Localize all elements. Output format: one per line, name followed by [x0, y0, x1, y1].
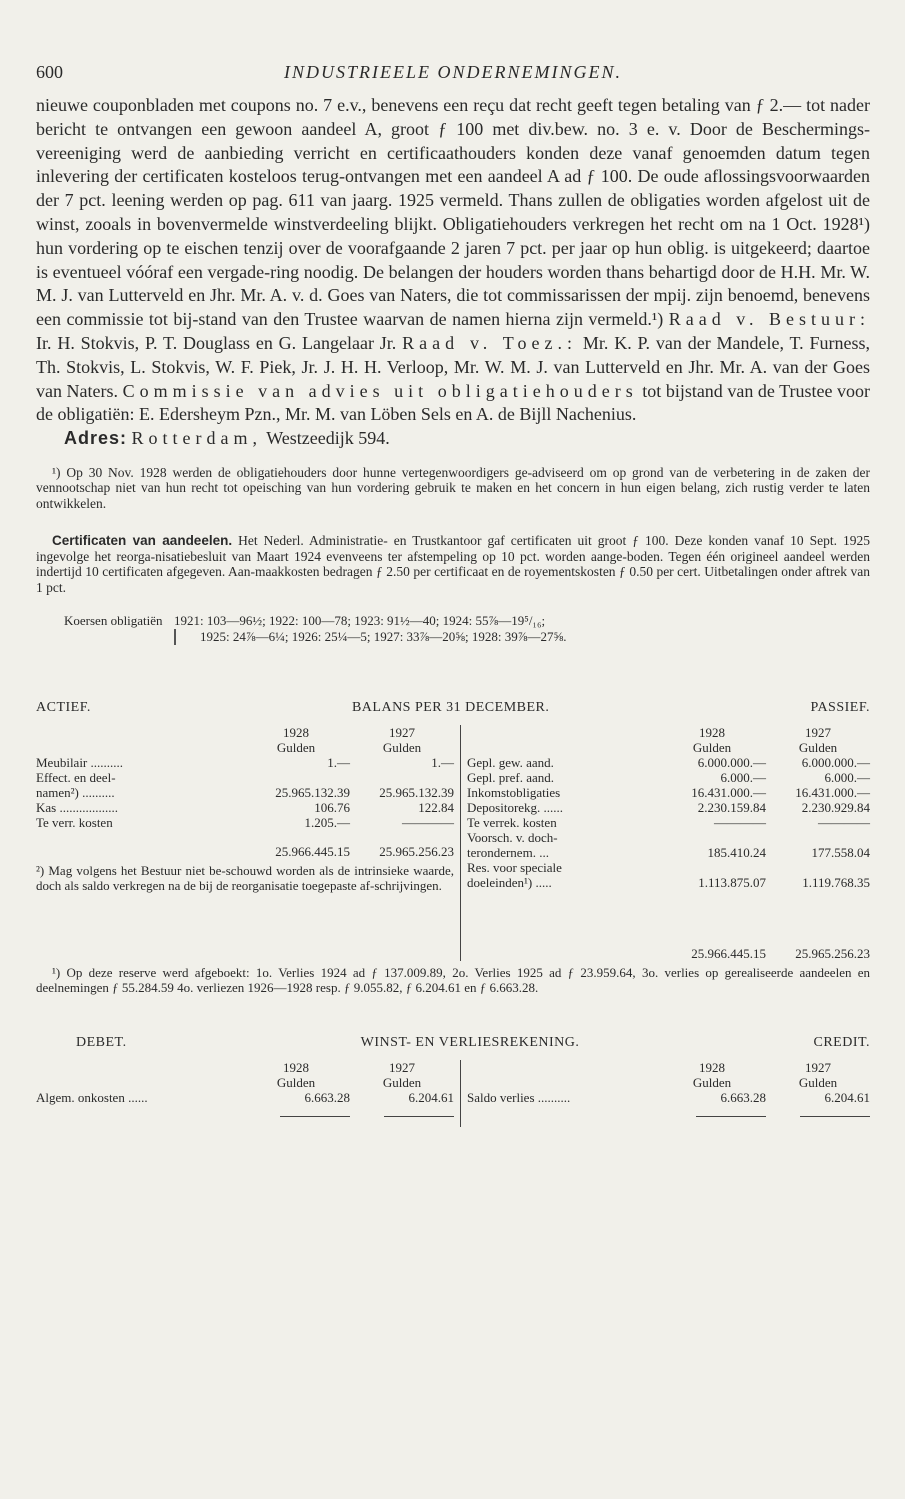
table-row — [467, 785, 870, 800]
row-value-1927: 6.000.000.— — [801, 755, 870, 771]
debet-label: DEBET. — [76, 1035, 127, 1051]
column-header-unit — [36, 1075, 454, 1090]
row-value-1927: 6.204.61 — [408, 1090, 454, 1106]
winst-credit — [461, 1060, 870, 1127]
row-value-1927: 6.204.61 — [824, 1090, 870, 1106]
row-value-1928: 6.000.000.— — [697, 755, 766, 771]
unit: Gulden — [692, 1075, 732, 1091]
row-value-1928: 106.76 — [314, 800, 350, 816]
footnote-1: ¹) Op 30 Nov. 1928 werden de obligatiehouders door hunne vertegenwoordigers ge-adviseerd om op grond van de verbetering in de zaken der vennootschap niet van hun recht tot opeisching van hun vordering gebruik te maken en het concern in hun eigen belang, zich rustig verder te laten ontwikkelen. — [36, 464, 870, 511]
table-row — [36, 785, 454, 800]
row-label: namen²) .......... — [36, 785, 115, 801]
row-label: Gepl. pref. aand. — [467, 770, 554, 786]
passief-label: PASSIEF. — [810, 700, 870, 716]
row-label: Inkomstobligaties — [467, 785, 561, 801]
commissie: tot bijstand van de Trustee voor de obligatiën: E. Edersheym Pzn., Mr. M. van Löben Sels en A. de Bijll Nachenius. — [36, 380, 870, 425]
body-paragraph — [36, 94, 870, 427]
koersen-values — [174, 613, 567, 645]
actief-label: ACTIEF. — [36, 700, 91, 716]
unit: Gulden — [382, 740, 422, 756]
year-1927: 1927 — [805, 725, 831, 741]
certificaten-section — [36, 533, 870, 595]
row-label: Te verrek. kosten — [467, 815, 557, 831]
year-1927: 1927 — [389, 725, 415, 741]
year-1928: 1928 — [699, 1060, 725, 1076]
page — [36, 54, 870, 1127]
paragraph-text: nieuwe couponbladen met coupons no. 7 e.v., benevens een reçu dat recht geeft tegen betaling van ƒ 2.— tot nader bericht te ontvangen een gewoon aandeel A, groot ƒ 100 met div.bew. no. 3 e. v. Door de Beschermings-vereeniging werd de aanbieding verricht en certificaathouders konden deze vanaf genoemden datum tegen inlevering der certificaten kosteloos terug-ontvangen met een aandeel A ad ƒ 100. De oude aflossingsvoorwaarden der 7 pct. leening werden op pag. 611 van jaarg. 1925 vermeld. Thans zullen de obligaties worden afgelost uit de winst, zooals in bovenvermelde winstverdeeling blijkt. Obligatiehouders verkregen het recht om na 1 Oct. 1928¹) hun vordering op te eischen tenzij over de voorafgaande 2 jaren 7 pct. per jaar op hun oblig. is uitgekeerd; daartoe is eventueel vóóraf een vergade-ring noodig. De belangen der houders worden thans behartigd door de H.H. Mr. W. M. J. van Lutterveld en Jhr. Mr. A. v. d. Goes van Naters, die tot commissarissen der mpij. zijn benoemd, benevens een commissie tot bij-stand van den Trustee waarvan de namen hierna zijn vermeld.¹) — [36, 95, 870, 330]
sum-rule — [280, 1116, 350, 1117]
unit: Gulden — [798, 740, 838, 756]
table-row — [467, 815, 870, 830]
row-value-1928: 185.410.24 — [707, 845, 766, 861]
passief-total — [467, 946, 870, 961]
address-label: Adres: — [64, 428, 128, 449]
column-header-unit — [467, 740, 870, 755]
row-label: Depositorekg. ...... — [467, 800, 564, 816]
table-row — [467, 875, 870, 890]
row-value-1928 — [658, 860, 766, 875]
sum-rule — [696, 1116, 766, 1117]
winst-header — [36, 1035, 870, 1050]
row-value-1928 — [242, 770, 350, 785]
row-label: Effect. en deel- — [36, 770, 116, 786]
row-label: terondernem. ... — [467, 845, 549, 861]
commissie-label: Commissie van advies uit obligatiehouders — [122, 380, 638, 401]
sum-rule — [800, 1116, 870, 1117]
column-header-years — [467, 1060, 870, 1075]
page-number: 600 — [36, 62, 63, 82]
balans-footnote: ¹) Op deze reserve werd afgeboekt: 1o. Verlies 1924 ad ƒ 137.009.89, 2o. Verlies 1925 ad ƒ 23.959.64, 3o. verlies op gerealiseerde aandeelen en deelnemingen ƒ 55.284.59 4o. verliezen 1926—1928 resp. ƒ 9.055.82, ƒ 6.204.61 en ƒ 6.663.28. — [36, 965, 870, 996]
unit: Gulden — [276, 740, 316, 756]
row-value-1928: 16.431.000.— — [691, 785, 766, 801]
running-title: INDUSTRIEELE ONDERNEMINGEN. — [284, 62, 622, 82]
row-value-1927: 2.230.929.84 — [801, 800, 870, 816]
table-row — [467, 860, 870, 875]
row-value-1928: 2.230.159.84 — [697, 800, 766, 816]
total-1928: 25.966.445.15 — [275, 844, 350, 860]
actief-total — [36, 844, 454, 859]
row-label: Te verr. kosten — [36, 815, 113, 831]
row-label: doeleinden¹) ..... — [467, 875, 552, 891]
koersen-line-2: 1925: 24⅞—6¼; 1926: 25¼—5; 1927: 33⅞—20⅝; 1928: 39⅞—27⅝. — [174, 629, 567, 645]
row-value-1927 — [766, 830, 870, 845]
row-value-1927: 25.965.132.39 — [379, 785, 454, 801]
row-value-1928: 6.000.— — [720, 770, 766, 786]
row-value-1928: 1.— — [327, 755, 350, 771]
rule-row — [467, 1105, 870, 1127]
year-1927: 1927 — [389, 1060, 415, 1076]
row-value-1927: 122.84 — [418, 800, 454, 816]
row-label: Kas .................. — [36, 800, 118, 816]
row-label: Meubilair .......... — [36, 755, 124, 771]
table-row — [467, 755, 870, 770]
raad-van-toezicht-label: Raad v. Toez.: — [402, 332, 578, 353]
address-line — [36, 427, 870, 451]
column-header-unit — [36, 740, 454, 755]
total-1928: 25.966.445.15 — [691, 946, 766, 962]
row-value-1928: 1.113.875.07 — [698, 875, 766, 891]
credit-label: CREDIT. — [813, 1035, 870, 1051]
table-row — [36, 1090, 454, 1105]
rule-row — [36, 1105, 454, 1127]
year-1928: 1928 — [699, 725, 725, 741]
address-street: Westzeedijk 594. — [266, 428, 390, 449]
balans-note-2: ²) Mag volgens het Bestuur niet be-schouwd worden als de intrinsieke waarde, doch als saldo verkregen na de bij de reorganisatie toegepaste af-schrijvingen. — [36, 863, 454, 894]
certificaten-title: Certificaten van aandeelen. — [52, 533, 233, 549]
year-1927: 1927 — [805, 1060, 831, 1076]
row-label: Algem. onkosten ...... — [36, 1090, 148, 1106]
total-1927: 25.965.256.23 — [379, 844, 454, 860]
row-label: Gepl. gew. aand. — [467, 755, 554, 771]
koersen — [64, 613, 870, 645]
row-value-1928: 6.663.28 — [304, 1090, 350, 1106]
row-value-1928: 1.205.— — [304, 815, 350, 831]
row-value-1927: 6.000.— — [824, 770, 870, 786]
row-value-1927: 1.— — [431, 755, 454, 771]
unit: Gulden — [692, 740, 732, 756]
address-city: Rotterdam, — [131, 428, 262, 449]
row-value-1928: ———— — [714, 815, 766, 831]
balans-title: BALANS PER 31 DECEMBER. — [351, 700, 550, 716]
row-value-1927: 177.558.04 — [811, 845, 870, 861]
table-row — [467, 1090, 870, 1105]
unit: Gulden — [798, 1075, 838, 1091]
row-value-1927: ———— — [818, 815, 870, 831]
balans-table — [36, 700, 870, 995]
table-row — [36, 800, 454, 815]
row-value-1927: ———— — [402, 815, 454, 831]
unit: Gulden — [382, 1075, 422, 1091]
table-row — [467, 800, 870, 815]
row-value-1927: 1.119.768.35 — [802, 875, 870, 891]
row-value-1928: 25.965.132.39 — [275, 785, 350, 801]
row-value-1927 — [350, 770, 454, 785]
balans-header — [36, 700, 870, 715]
koersen-label: Koersen obligatiën — [64, 613, 163, 629]
certificaten-text: Het Nederl. Administratie- en Trustkantoor gaf certificaten uit groot ƒ 100. Deze konden vanaf 10 Sept. 1925 ingevolge het reorga-nisatiebesluit van Maart 1924 evenveens ter afstempeling op 10 pct. worden aange-boden. Tegen één origineel aandeel werden indertijd 10 certificaten afgegeven. Aan-maakkosten bedragen ƒ 2.50 per certificaat en de royementskosten ƒ 0.50 per cert. Uitbetalingen onder aftrek van 1 pct. — [36, 533, 870, 595]
table-row — [467, 770, 870, 785]
table-row — [36, 770, 454, 785]
main-text — [36, 94, 870, 451]
row-label: Res. voor speciale — [467, 860, 562, 876]
row-value-1928 — [658, 830, 766, 845]
table-row — [36, 755, 454, 770]
sum-rule — [384, 1116, 454, 1117]
column-header-years — [36, 1060, 454, 1075]
total-1927: 25.965.256.23 — [795, 946, 870, 962]
column-header-years — [36, 725, 454, 740]
row-value-1927: 16.431.000.— — [795, 785, 870, 801]
year-1928: 1928 — [283, 1060, 309, 1076]
raad-van-toezicht: Mr. K. P. van der Mandele, T. Furness, Th. Stokvis, L. Stokvis, W. F. Piek, Jr. J. H. H. Verloop, Mr. W. M. J. van Lutterveld en Jhr. Mr. A. van der Goes van Naters. — [36, 332, 871, 401]
row-label: Voorsch. v. doch- — [467, 830, 558, 846]
row-value-1928: 6.663.28 — [720, 1090, 766, 1106]
table-row — [467, 830, 870, 845]
page-header — [36, 54, 870, 94]
table-row — [467, 845, 870, 860]
row-label: Saldo verlies .......... — [467, 1090, 571, 1106]
balans-actief — [36, 725, 461, 961]
winst-verlies-table — [36, 1035, 870, 1127]
koersen-line-1: 1921: 103—96½; 1922: 100—78; 1923: 91½—40; 1924: 55⅞—19⁵/₁₆; — [174, 613, 546, 629]
winst-title: WINST- EN VERLIESREKENING. — [360, 1035, 580, 1051]
year-1928: 1928 — [283, 725, 309, 741]
table-row — [36, 815, 454, 830]
raad-van-bestuur-label: Raad v. Bestuur: — [668, 309, 871, 330]
row-value-1927 — [766, 860, 870, 875]
column-header-years — [467, 725, 870, 740]
balans-passief — [461, 725, 870, 961]
column-header-unit — [467, 1075, 870, 1090]
winst-debet — [36, 1060, 461, 1127]
unit: Gulden — [276, 1075, 316, 1091]
raad-van-bestuur: Ir. H. Stokvis, P. T. Douglass en G. Langelaar Jr. — [36, 332, 397, 353]
